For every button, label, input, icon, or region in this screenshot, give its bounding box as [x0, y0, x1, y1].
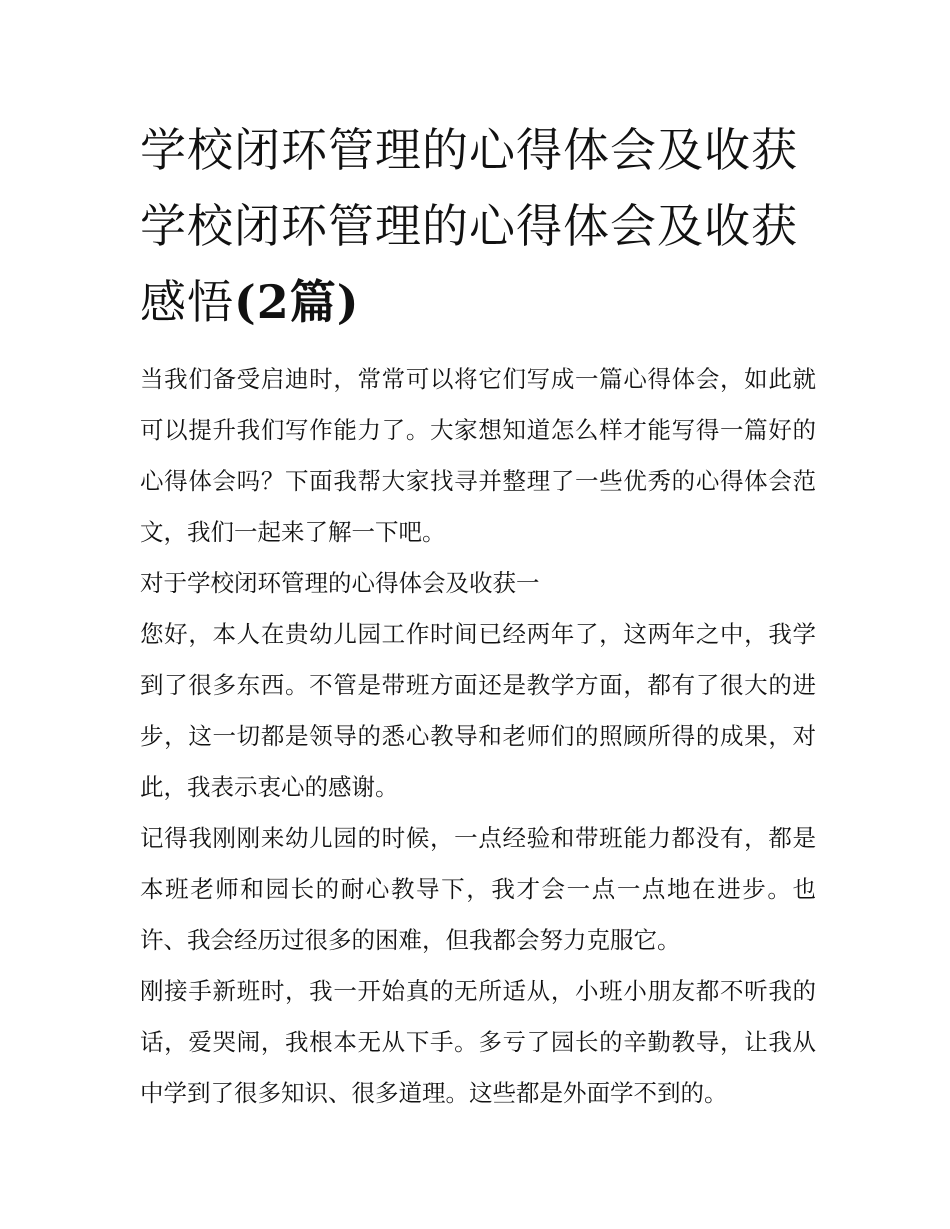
title-text: 学校闭环管理的心得体会及收获 学校闭环管理的心得体会及收获感悟 [140, 123, 798, 329]
document-title [140, 112, 820, 340]
document-body [140, 354, 816, 1119]
title-suffix: (2篇) [234, 275, 360, 329]
section-heading: 对于学校闭环管理的心得体会及收获一 [140, 569, 540, 597]
intro-paragraph: 当我们备受启迪时，常常可以将它们写成一篇心得体会，如此就可以提升我们写作能力了。大家想知道怎么样才能写得一篇好的心得体会吗？下面我帮大家找寻并整理了一些优秀的心得体会范文，我们一起来了解一下吧。 [140, 365, 816, 546]
body-paragraph: 记得我刚刚来幼儿园的时候，一点经验和带班能力都没有，都是本班老师和园长的耐心教导下，我才会一点一点地在进步。也许、我会经历过很多的困难，但我都会努力克服它。 [140, 824, 816, 954]
body-paragraph: 您好，本人在贵幼儿园工作时间已经两年了，这两年之中，我学到了很多东西。不管是带班方面还是教学方面，都有了很大的进步，这一切都是领导的悉心教导和老师们的照顾所得的成果，对此，我表示衷心的感谢。 [140, 620, 816, 801]
body-paragraph: 刚接手新班时，我一开始真的无所适从，小班小朋友都不听我的话，爱哭闹，我根本无从下手。多亏了园长的辛勤教导，让我从中学到了很多知识、很多道理。这些都是外面学不到的。 [140, 977, 816, 1107]
